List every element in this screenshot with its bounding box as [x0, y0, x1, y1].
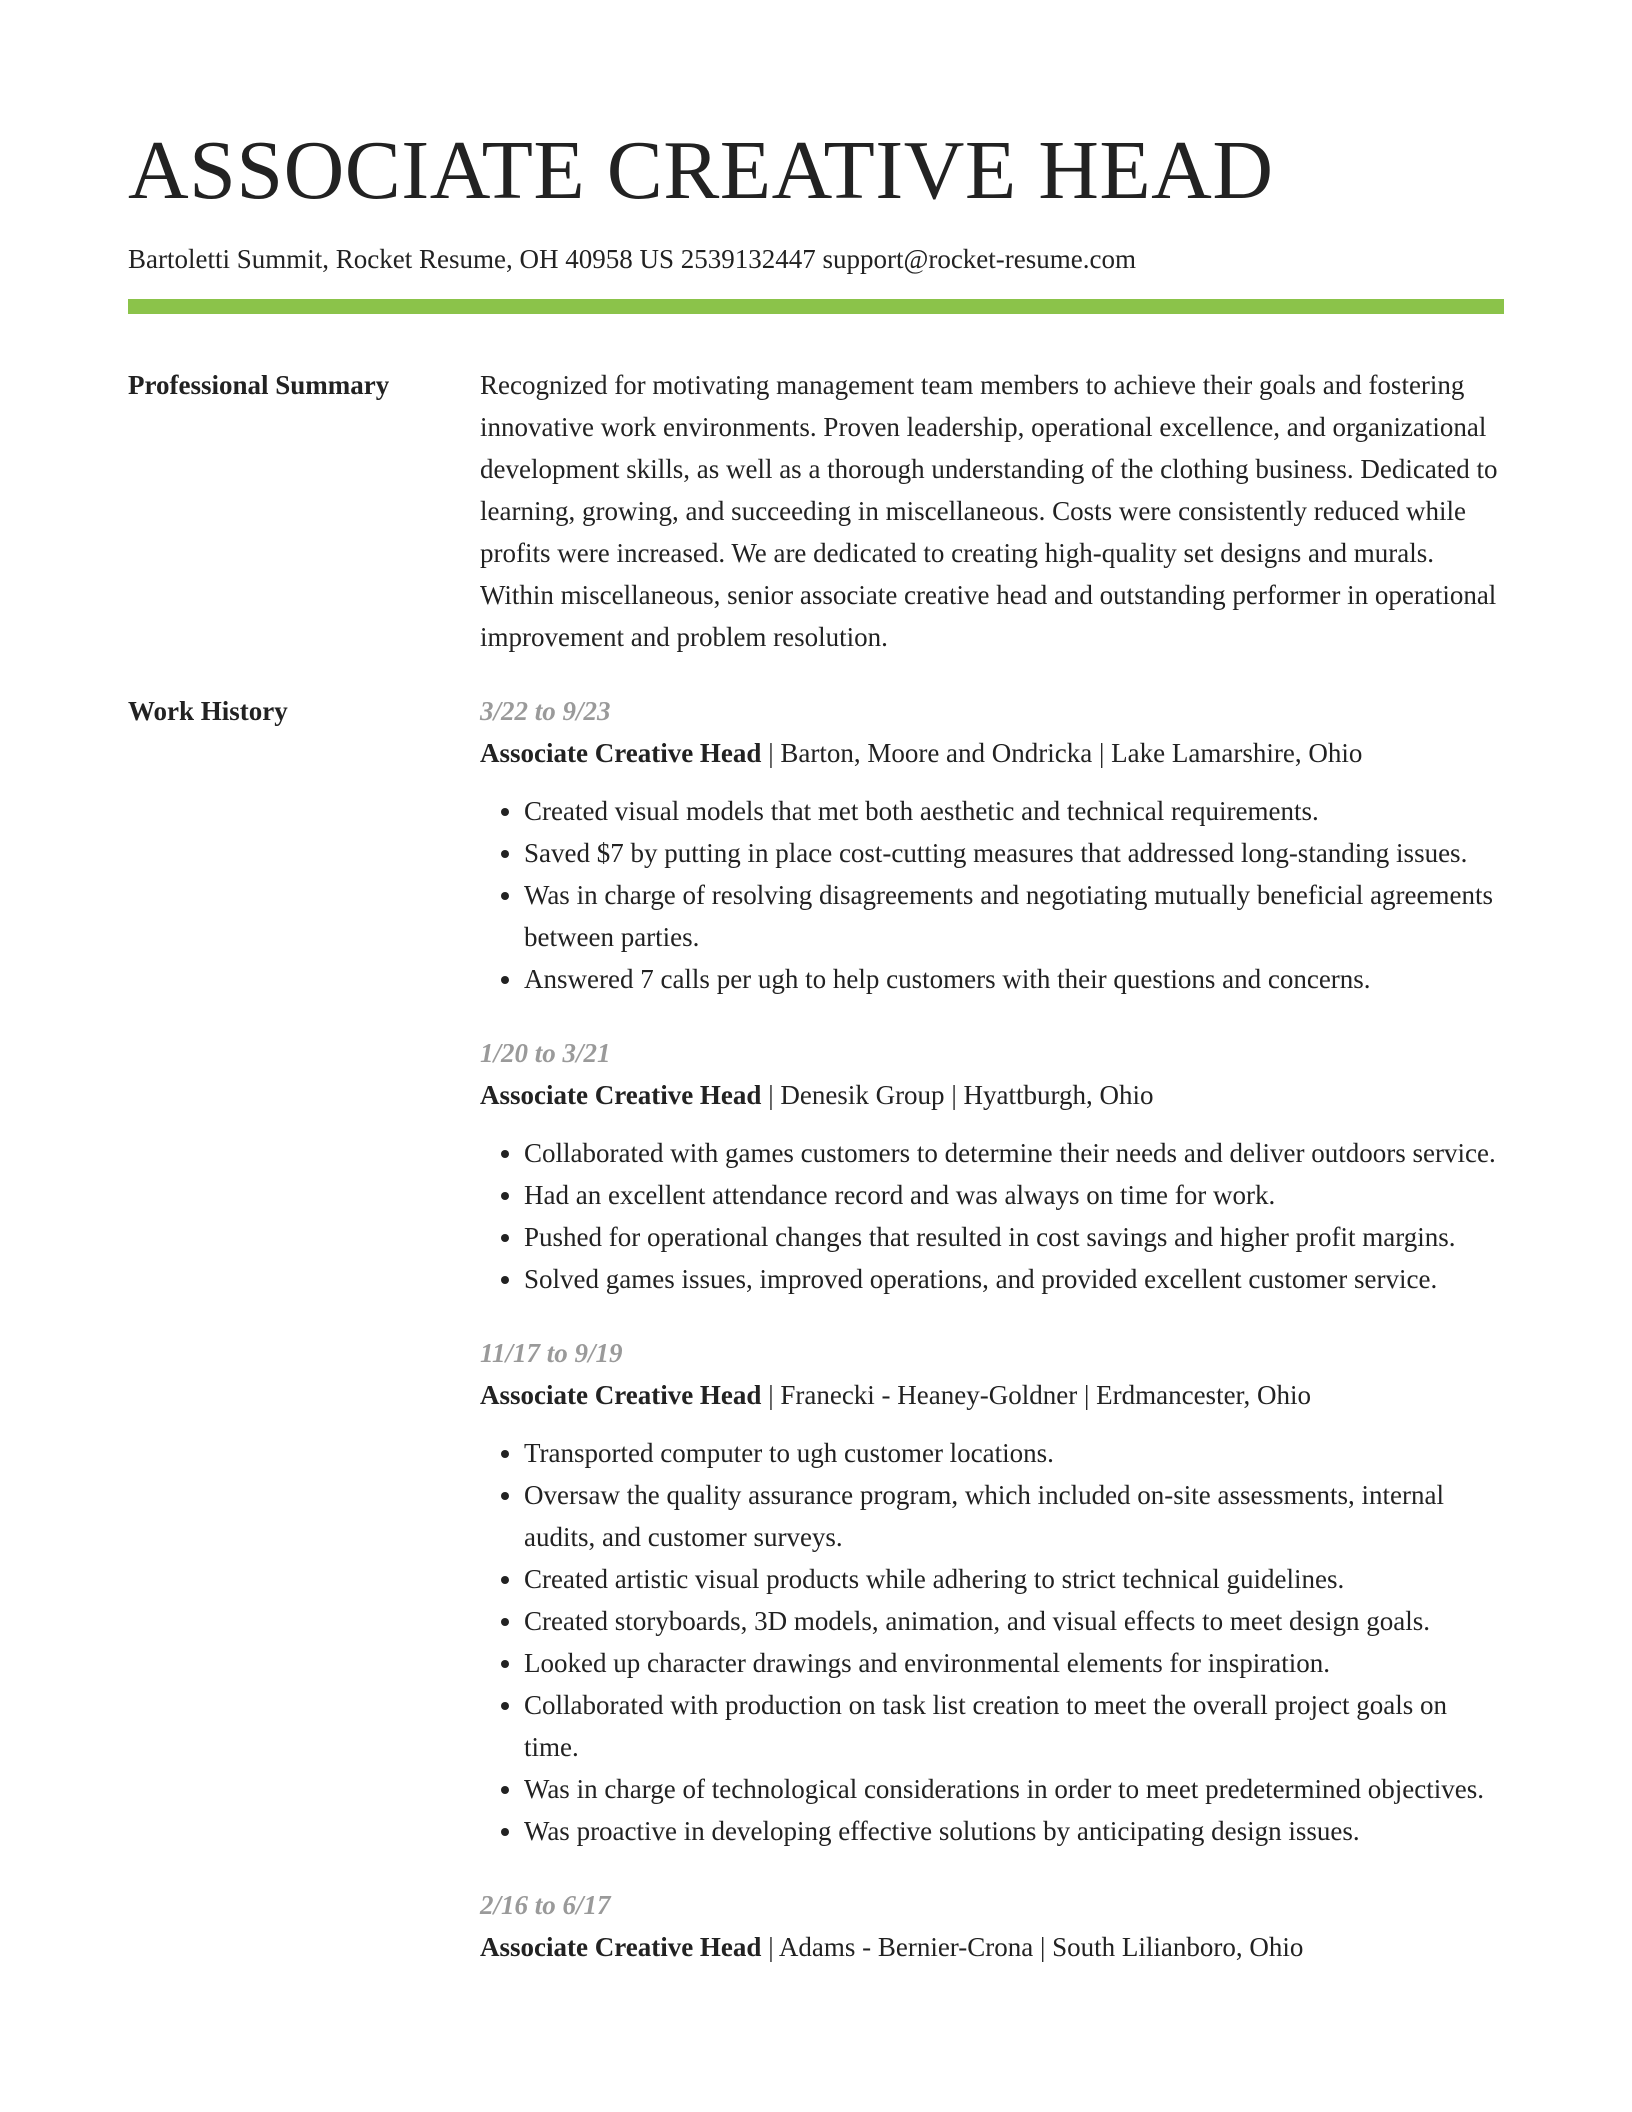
- job-bullet: • Was proactive in developing effective solutions by anticipating design issues.: [524, 1810, 1504, 1852]
- job-title: Associate Creative Head: [480, 738, 762, 768]
- job-title-line: [480, 732, 1504, 774]
- job-separator: |: [761, 738, 781, 768]
- job-bullet: • Created visual models that met both aesthetic and technical requirements.: [524, 790, 1504, 832]
- job-bullet: • Pushed for operational changes that resulted in cost savings and higher profit margins.: [524, 1216, 1504, 1258]
- job-bullet-list: [480, 1132, 1504, 1300]
- job-separator: |: [761, 1380, 781, 1410]
- job-dates: 3/22 to 9/23: [480, 696, 611, 726]
- job-company: Barton, Moore and Ondricka: [780, 738, 1093, 768]
- section-label-summary: Professional Summary: [128, 370, 390, 400]
- job-dates: 1/20 to 3/21: [480, 1038, 611, 1068]
- summary-body: [480, 364, 1504, 658]
- job-bullet-list: [480, 790, 1504, 1000]
- job-location: Lake Lamarshire, Ohio: [1111, 738, 1363, 768]
- job-bullet: • Saved $7 by putting in place cost-cutting measures that addressed long-standing issues.: [524, 832, 1504, 874]
- job-separator: |: [1077, 1380, 1097, 1410]
- job-separator: |: [944, 1080, 964, 1110]
- job-entry: [480, 1332, 1504, 1852]
- job-bullet: • Transported computer to ugh customer locations.: [524, 1432, 1504, 1474]
- work-history-section: [128, 690, 1504, 2000]
- job-company: Franecki - Heaney-Goldner: [780, 1380, 1078, 1410]
- job-bullet: • Created artistic visual products while adhering to strict technical guidelines.: [524, 1558, 1504, 1600]
- job-title: Associate Creative Head: [480, 1932, 762, 1962]
- work-history-list: [480, 690, 1504, 2000]
- contact-info: Bartoletti Summit, Rocket Resume, OH 40958 US 2539132447 support@rocket-resume.com: [128, 244, 1136, 274]
- header-divider: [128, 299, 1504, 314]
- job-company: Denesik Group: [780, 1080, 945, 1110]
- job-dates: 2/16 to 6/17: [480, 1890, 611, 1920]
- resume-page: [128, 0, 1504, 2000]
- job-bullet: • Collaborated with games customers to determine their needs and deliver outdoors service.: [524, 1132, 1504, 1174]
- job-bullet: • Looked up character drawings and environmental elements for inspiration.: [524, 1642, 1504, 1684]
- job-bullet-list: [480, 1432, 1504, 1852]
- job-location: Erdmancester, Ohio: [1096, 1380, 1311, 1410]
- job-company: Adams - Bernier-Crona: [778, 1932, 1034, 1962]
- job-title-line: [480, 1374, 1504, 1416]
- job-separator: |: [1033, 1932, 1053, 1962]
- job-bullet: • Answered 7 calls per ugh to help customers with their questions and concerns.: [524, 958, 1504, 1000]
- job-bullet: • Was in charge of resolving disagreements and negotiating mutually beneficial agreements between parties.: [524, 874, 1504, 958]
- job-location: Hyattburgh, Ohio: [963, 1080, 1154, 1110]
- job-bullet: • Was in charge of technological considerations in order to meet predetermined objectives.: [524, 1768, 1504, 1810]
- job-title: Associate Creative Head: [480, 1380, 762, 1410]
- job-title: Associate Creative Head: [480, 1080, 762, 1110]
- job-bullet: • Created storyboards, 3D models, animation, and visual effects to meet design goals.: [524, 1600, 1504, 1642]
- job-dates: 11/17 to 9/19: [480, 1338, 623, 1368]
- job-entry: [480, 1884, 1504, 1968]
- job-bullet: • Had an excellent attendance record and was always on time for work.: [524, 1174, 1504, 1216]
- section-label-work: Work History: [128, 696, 288, 726]
- summary-text: Recognized for motivating management team members to achieve their goals and fostering innovative work environments. Proven leadership, operational excellence, and organizational development skills, as well as a thorough understanding of the clothing business. Dedicated to learning, growing, and succeeding in miscellaneous. Costs were consistently reduced while profits were increased. We are dedicated to creating high-quality set designs and murals. Within miscellaneous, senior associate creative head and outstanding performer in operational improvement and problem resolution.: [480, 370, 1498, 652]
- job-title-line: [480, 1926, 1504, 1968]
- job-entry: [480, 690, 1504, 1000]
- resume-title: ASSOCIATE CREATIVE HEAD: [128, 124, 1274, 217]
- job-separator: |: [761, 1932, 779, 1962]
- job-separator: |: [761, 1080, 781, 1110]
- job-title-line: [480, 1074, 1504, 1116]
- job-location: South Lilianboro, Ohio: [1052, 1932, 1304, 1962]
- job-entry: [480, 1032, 1504, 1300]
- job-separator: |: [1092, 738, 1112, 768]
- job-bullet: • Solved games issues, improved operations, and provided excellent customer service.: [524, 1258, 1504, 1300]
- professional-summary-section: [128, 364, 1504, 658]
- job-bullet: • Oversaw the quality assurance program, which included on-site assessments, internal audits, and customer surveys.: [524, 1474, 1504, 1558]
- job-bullet: • Collaborated with production on task list creation to meet the overall project goals on time.: [524, 1684, 1504, 1768]
